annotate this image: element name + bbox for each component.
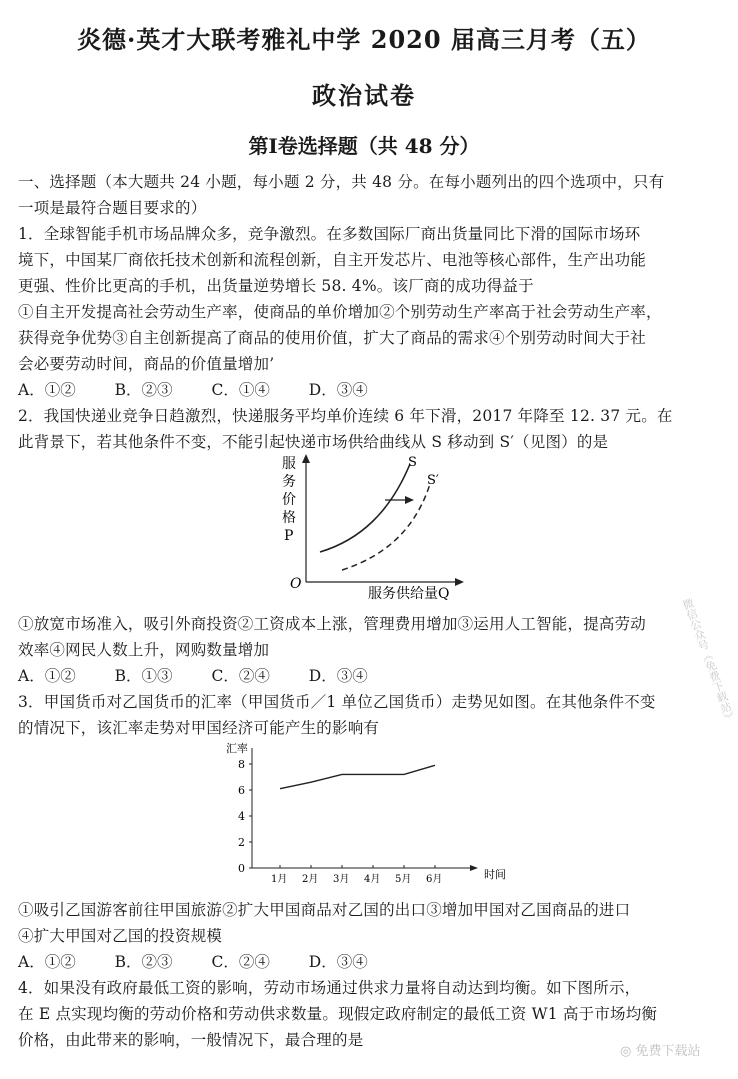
q2-choice-line: 效率④网民人数上升，网购数量增加 [18,641,270,659]
shift-arrow-head [405,496,414,504]
curve-s-prime-label: S′ [427,473,439,488]
y-tick-label: 8 [238,758,245,771]
supply-curve-s-prime [342,484,430,570]
option-c: C．②④ [211,953,270,971]
option-a: A．①② [18,381,76,399]
q1-choice-line: 获得竞争优势③自主创新提高了商品的使用价值，扩大了商品的需求④个别劳动时间大于社 [18,329,647,347]
curve-s-label: S [408,455,417,470]
wechat-icon: ◎ [620,1044,632,1059]
q2-stem-line: 2．我国快递业竞争日趋激烈，快递服务平均单价连续 6 年下滑，2017 年降至 12. 37 元。在 [18,407,673,425]
option-d: D．③④ [308,667,368,685]
y-label-char: P [284,528,294,544]
q1-choice-line: 会必要劳动时间，商品的价值量增加’ [18,355,275,373]
q3-choice-line: ①吸引乙国游客前往甲国旅游②扩大甲国商品对乙国的出口③增加甲国对乙国商品的进口 [18,901,631,919]
y-label-char: 务 [282,474,296,490]
option-b: B．②③ [114,381,173,399]
option-c: C．①④ [211,381,270,399]
intro-line: 一、选择题（本大题共 24 小题，每小题 2 分，共 48 分。在每小题列出的四个选项中，只有 [18,173,665,191]
option-a: A．①② [18,667,76,685]
paper-title: 炎德·英才大联考雅礼中学 2020 届高三月考（五） [77,25,651,54]
q2-choice-line: ①放宽市场准入，吸引外商投资②工资成本上涨，管理费用增加③运用人工智能，提高劳动 [18,615,647,633]
y-tick-label: 6 [238,784,245,797]
q1-choice-line: ①自主开发提高社会劳动生产率，使商品的单价增加②个别劳动生产率高于社会劳动生产率， [18,303,662,321]
q4-stem-line: 价格，由此带来的影响，一般情况下，最合理的是 [18,1031,364,1049]
y-tick-label: 2 [238,836,245,849]
chart-x-axis-arrow [470,865,478,871]
x-axis-arrow [455,578,464,586]
option-b: B．②③ [114,953,173,971]
q3-options [18,950,402,972]
intro-line: 一项是最符合题目要求的） [18,199,207,217]
y-axis-arrow [302,454,310,463]
y-tick-label: 4 [238,810,245,823]
y-tick-label: 0 [238,862,245,875]
q3-stem-line: 3．甲国货币对乙国货币的汇率（甲国货币／1 单位乙国货币）走势见如图。在其他条件不变 [18,693,656,711]
q4-stem-line: 在 E 点实现均衡的劳动价格和劳动供求数量。现假定政府制定的最低工资 W1 高于市场均衡 [18,1005,658,1023]
q1-stem-line: 境下，中国某厂商依托技术创新和流程创新，自主开发芯片、电池等核心部件，生产出功能 [18,251,647,269]
x-tick-label: 3月 [333,874,350,885]
x-tick-label: 5月 [395,874,412,885]
y-label-char: 价 [282,492,296,508]
option-d: D．③④ [308,953,368,971]
supply-curve-diagram [270,452,470,602]
q1-stem-line: 1．全球智能手机市场品牌众多，竞争激烈。在多数国际厂商出货量同比下滑的国际市场环 [18,225,641,243]
corner-watermark-text: 免费下载站 [635,1044,701,1059]
y-label-char: 格 [282,510,296,526]
x-axis-label: 服务供给量Q [368,586,450,602]
q3-choice-line: ④扩大甲国对乙国的投资规模 [18,927,223,945]
q1-stem-line: 更强、性价比更高的手机，出货量逆势增长 58. 4%。该厂商的成功得益于 [18,277,534,295]
x-tick-label: 4月 [364,874,381,885]
side-watermark: 微信公众号《免费下载站》 [679,596,738,726]
paper-subtitle: 政治试卷 [312,81,416,110]
x-tick-label: 2月 [302,874,319,885]
x-tick-label: 6月 [426,874,443,885]
option-b: B．①③ [114,667,173,685]
section-heading: 第Ⅰ卷选择题（共 48 分） [248,134,480,158]
chart-x-axis-label: 时间 [484,868,506,881]
option-d: D．③④ [308,381,368,399]
option-c: C．②④ [211,667,270,685]
origin-label: O [290,576,302,592]
exchange-rate-chart [222,738,512,888]
q2-options [18,664,402,686]
q4-stem-line: 4．如果没有政府最低工资的影响，劳动市场通过供求力量将自动达到均衡。如下图所示， [18,979,641,997]
option-a: A．①② [18,953,76,971]
q2-stem-line: 此背景下，若其他条件不变，不能引起快递市场供给曲线从 S 移动到 S′（见图）的是 [18,433,609,451]
q1-options [18,378,402,400]
corner-watermark [620,1040,701,1059]
q3-stem-line: 的情况下，该汇率走势对甲国经济可能产生的影响有 [18,719,380,737]
x-tick-label: 1月 [271,874,288,885]
rate-series-line [280,765,435,788]
chart-y-axis-label: 汇率 [226,742,248,755]
y-label-char: 服 [282,456,296,472]
